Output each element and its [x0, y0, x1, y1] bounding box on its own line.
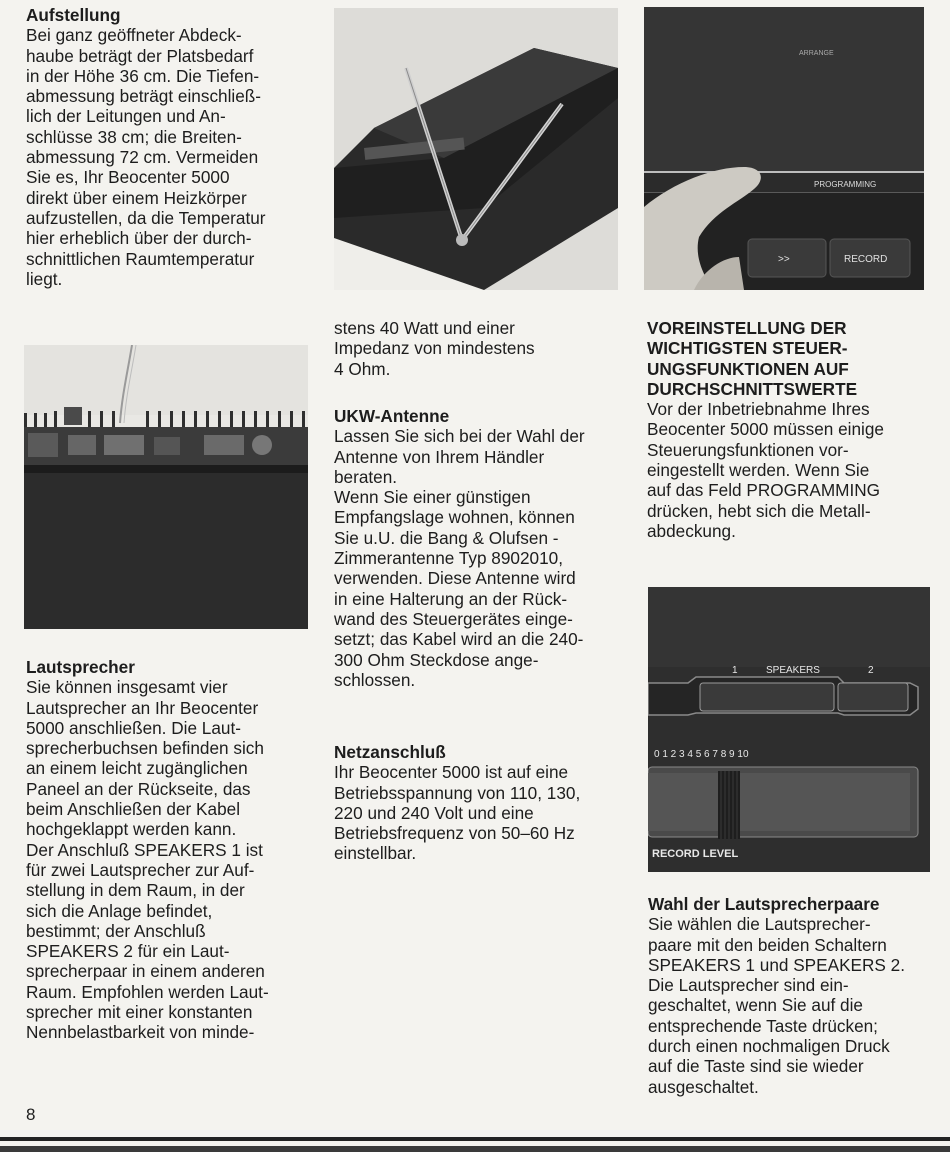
- text-line: 300 Ohm Steckdose ange-: [334, 649, 539, 670]
- aufstellung-heading: Aufstellung: [26, 5, 121, 25]
- wahl-text: [648, 914, 938, 1097]
- text-line: beim Anschließen der Kabel: [26, 799, 241, 820]
- text-line: lich der Leitungen und An-: [26, 106, 226, 127]
- continuation-text: [334, 318, 624, 379]
- text-line: Sie es, Ihr Beocenter 5000: [26, 167, 230, 188]
- ukw-text: [334, 426, 624, 690]
- text-line: ausgeschaltet.: [648, 1076, 759, 1097]
- text-line: Vor der Inbetriebnahme Ihres: [647, 399, 870, 420]
- text-line: sich die Anlage befindet,: [26, 900, 213, 921]
- heading-line: DURCHSCHNITTSWERTE: [647, 378, 858, 399]
- heading-line: UNGSFUNKTIONEN AUF: [647, 358, 849, 379]
- text-line: Betriebsspannung von 110, 130,: [334, 782, 581, 803]
- programming-photo: [644, 7, 924, 290]
- text-line: schlüsse 38 cm; die Breiten-: [26, 126, 242, 147]
- text-line: entsprechende Taste drücken;: [648, 1015, 878, 1036]
- text-line: sprecher mit einer konstanten: [26, 1002, 253, 1023]
- ukw-heading: UKW-Antenne: [334, 406, 450, 426]
- text-line: Die Lautsprecher sind ein-: [648, 975, 849, 996]
- page-number: 8: [26, 1105, 36, 1124]
- aufstellung-section: [26, 5, 316, 289]
- text-line: abmessung 72 cm. Vermeiden: [26, 147, 259, 168]
- netz-text: [334, 762, 624, 863]
- wahl-heading: Wahl der Lautsprecherpaare: [648, 894, 880, 914]
- arrange-label: ARRANGE: [799, 50, 834, 57]
- text-line: stens 40 Watt und einer: [334, 318, 515, 338]
- text-line: Antenne von Ihrem Händler: [334, 446, 545, 467]
- text-line: stellung in dem Raum, in der: [26, 880, 245, 901]
- speakers-2-label: 2: [868, 665, 874, 676]
- heading-line: VOREINSTELLUNG DER: [647, 318, 847, 338]
- text-line: Empfangslage wohnen, können: [334, 507, 575, 528]
- text-line: SPEAKERS 2 für ein Laut-: [26, 941, 230, 962]
- text-line: haube beträgt der Platsbedarf: [26, 45, 254, 66]
- text-line: Zimmerantenne Typ 8902010,: [334, 548, 563, 569]
- text-line: verwenden. Diese Antenne wird: [334, 568, 576, 589]
- text-line: für zwei Lautsprecher zur Auf-: [26, 859, 255, 880]
- text-line: Betriebsfrequenz von 50–60 Hz: [334, 823, 575, 844]
- continuation-section: [334, 318, 624, 379]
- text-line: 5000 anschließen. Die Laut-: [26, 717, 241, 738]
- text-line: direkt über einem Heizkörper: [26, 187, 247, 208]
- text-line: SPEAKERS 1 und SPEAKERS 2.: [648, 954, 905, 975]
- text-line: auf das Feld PROGRAMMING: [647, 480, 881, 501]
- level-scale: 0 1 2 3 4 5 6 7 8 9 10: [654, 749, 749, 760]
- text-line: setzt; das Kabel wird an die 240-: [334, 629, 584, 650]
- speakers-label: SPEAKERS: [766, 665, 820, 676]
- text-line: auf die Taste sind sie wieder: [648, 1056, 864, 1077]
- text-line: sprecherpaar in einem anderen: [26, 961, 265, 982]
- text-line: einstellbar.: [334, 843, 417, 864]
- text-line: liegt.: [26, 268, 63, 289]
- text-line: sprecherbuchsen befinden sich: [26, 738, 264, 759]
- text-line: in eine Halterung an der Rück-: [334, 588, 568, 609]
- text-line: Raum. Empfohlen werden Laut-: [26, 981, 269, 1002]
- netz-section: [334, 742, 624, 864]
- text-line: abmessung beträgt einschließ-: [26, 86, 262, 107]
- text-line: 220 und 240 Volt und eine: [334, 802, 534, 823]
- lautsprecher-section: [26, 657, 316, 1043]
- aufstellung-text: [26, 25, 316, 289]
- text-line: Wenn Sie einer günstigen: [334, 487, 531, 508]
- bottom-rule: [0, 1137, 950, 1141]
- text-line: an einem leicht zugänglichen: [26, 758, 248, 779]
- text-line: Sie können insgesamt vier: [26, 677, 228, 698]
- ukw-section: [334, 406, 624, 690]
- voreinstellung-section: [647, 318, 937, 541]
- voreinstellung-text: [647, 399, 937, 541]
- record-label: RECORD: [844, 254, 888, 265]
- record-level-label: RECORD LEVEL: [652, 848, 739, 860]
- text-line: drücken, hebt sich die Metall-: [647, 500, 871, 521]
- netz-heading: Netzanschluß: [334, 742, 446, 762]
- text-line: hochgeklappt werden kann.: [26, 819, 237, 840]
- text-line: Sie u.U. die Bang & Olufsen -: [334, 527, 559, 548]
- text-line: aufzustellen, da die Temperatur: [26, 207, 266, 228]
- speakers-1-label: 1: [732, 665, 738, 676]
- text-line: Bei ganz geöffneter Abdeck-: [26, 25, 242, 46]
- text-line: Ihr Beocenter 5000 ist auf eine: [334, 762, 569, 783]
- text-line: paare mit den beiden Schaltern: [648, 934, 887, 955]
- text-line: Lassen Sie sich bei der Wahl der: [334, 426, 585, 447]
- text-line: Lautsprecher an Ihr Beocenter: [26, 697, 259, 718]
- text-line: Der Anschluß SPEAKERS 1 ist: [26, 839, 263, 860]
- forward-label: >>: [778, 254, 790, 265]
- text-line: schlossen.: [334, 669, 416, 690]
- text-line: bestimmt; der Anschluß: [26, 920, 206, 941]
- programming-label: PROGRAMMING: [814, 180, 877, 189]
- text-line: beraten.: [334, 466, 398, 487]
- text-line: hier erheblich über der durch-: [26, 228, 252, 249]
- bottom-edge: [0, 1146, 950, 1152]
- text-line: Impedanz von mindestens: [334, 338, 535, 359]
- antenna-photo: [334, 8, 618, 290]
- text-line: Sie wählen die Lautsprecher-: [648, 914, 871, 935]
- speakers-photo: [648, 587, 930, 872]
- wahl-section: [648, 894, 938, 1097]
- voreinstellung-heading: [647, 318, 937, 399]
- text-line: 4 Ohm.: [334, 358, 391, 379]
- text-line: in der Höhe 36 cm. Die Tiefen-: [26, 65, 260, 86]
- text-line: durch einen nochmaligen Druck: [648, 1036, 890, 1057]
- text-line: geschaltet, wenn Sie auf die: [648, 995, 863, 1016]
- text-line: schnittlichen Raumtemperatur: [26, 248, 255, 269]
- text-line: Paneel an der Rückseite, das: [26, 778, 251, 799]
- text-line: abdeckung.: [647, 520, 736, 541]
- heading-line: WICHTIGSTEN STEUER-: [647, 338, 848, 359]
- text-line: wand des Steuergerätes einge-: [334, 608, 573, 629]
- text-line: Beocenter 5000 müssen einige: [647, 419, 884, 440]
- lautsprecher-heading: Lautsprecher: [26, 657, 135, 677]
- text-line: Nennbelastbarkeit von minde-: [26, 1022, 255, 1043]
- rear-panel-photo: [24, 345, 308, 629]
- text-line: Steuerungsfunktionen vor-: [647, 439, 849, 460]
- lautsprecher-text: [26, 677, 316, 1042]
- text-line: eingestellt werden. Wenn Sie: [647, 460, 870, 481]
